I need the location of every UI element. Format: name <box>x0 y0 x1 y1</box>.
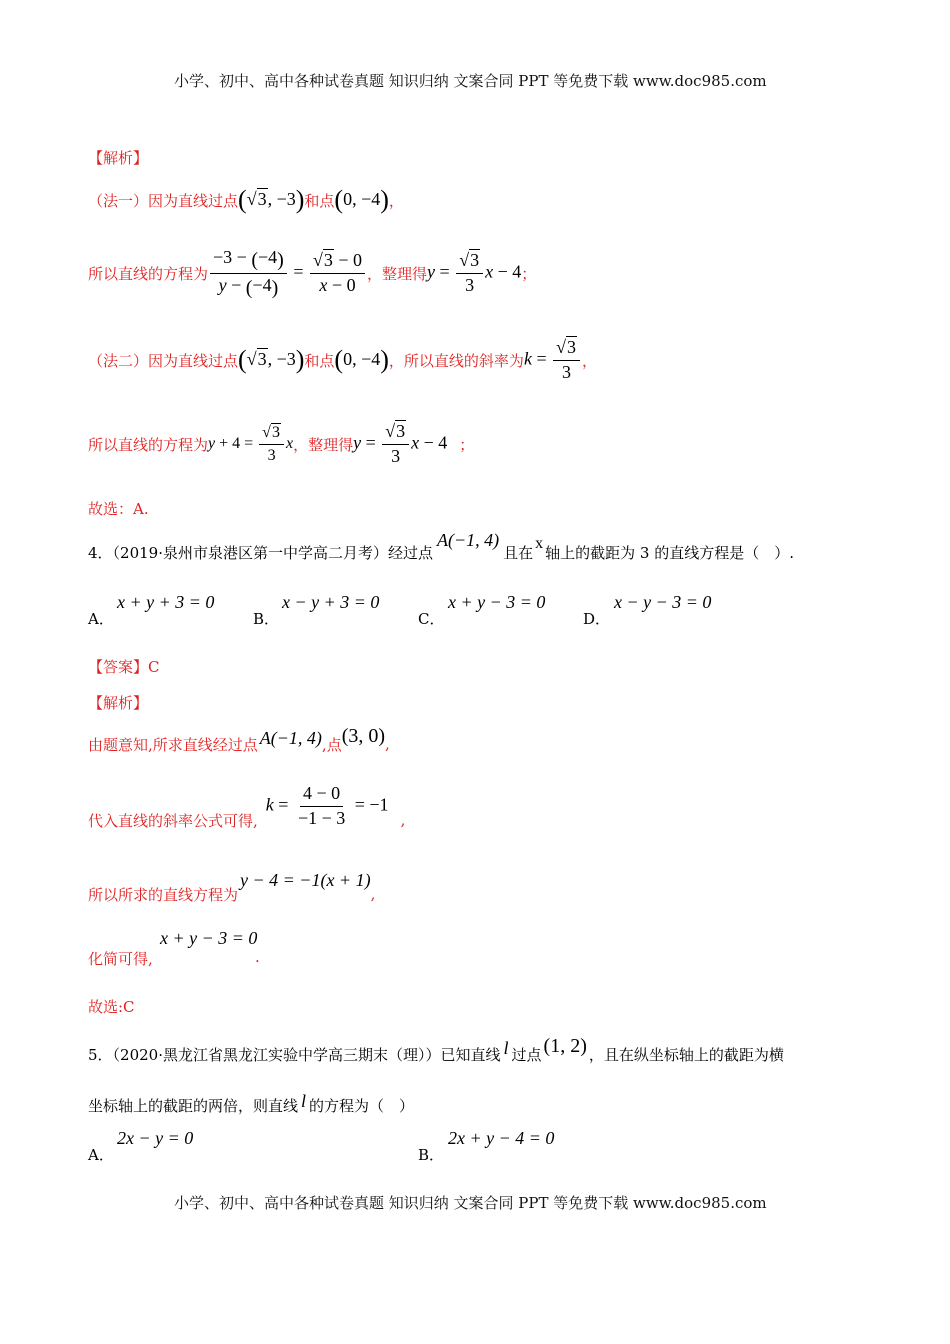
q4-stem-c: 轴上的截距为 3 的直线方程是（ ）. <box>545 543 795 562</box>
and-point-text-2: 和点 <box>304 351 335 370</box>
so-equation-text-2: 所以直线的方程为 <box>88 435 209 454</box>
q4-s3-end: , <box>370 885 376 903</box>
q4-stem-a: 4．（2019·泉州市泉港区第一中学高二月考）经过点 <box>88 543 433 562</box>
q5-stem-b: 过点 <box>511 1045 542 1064</box>
q4-choose: 故选:C <box>88 998 135 1016</box>
result-equation-2: y = $\frac{√3}{3}$ x − 4 <box>353 420 448 466</box>
q4-s4-expr: x + y − 3 = 0 <box>160 928 258 948</box>
q4-answer-value: C <box>148 658 160 676</box>
q4-option-b-expr: x − y + 3 = 0 <box>282 592 380 612</box>
q5-option-a-expr: 2x − y = 0 <box>117 1128 194 1148</box>
q4-x-letter: x <box>535 535 544 552</box>
q3-method2-intro <box>88 330 597 390</box>
q4-stem <box>88 529 795 572</box>
comma-text-2: ， <box>581 351 597 370</box>
q4-s3-expr: y − 4 = −1(x + 1) <box>240 869 371 890</box>
q4-solution-line1 <box>88 724 390 764</box>
result-equation-1: y = $\frac{√3}{3}$ x − 4 <box>427 249 522 295</box>
q5-stem-e: 的方程为（ ） <box>309 1096 415 1115</box>
q4-s1-point-a: A(−1, 4) <box>259 727 322 748</box>
q4-option-a-letter: A． <box>88 610 114 628</box>
q5-line-l: l <box>503 1037 509 1058</box>
q4-option-a-expr: x + y + 3 = 0 <box>117 592 215 612</box>
point-0-neg4: (0, −4) <box>334 185 389 214</box>
q5-stem-a: 5．（2020·黑龙江省黑龙江实验中学高三期末（理））已知直线 <box>88 1045 501 1064</box>
page-header: 小学、初中、高中各种试卷真题 知识归纳 文案合同 PPT 等免费下载 www.doc985.com <box>174 72 767 90</box>
method1-intro-text: （法一）因为直线过点 <box>88 191 239 210</box>
q4-s3-text: 所以所求的直线方程为 <box>88 885 239 904</box>
slope-value: k = $\frac{√3}{3}$ <box>524 338 582 383</box>
q4-stem-b: 且在 <box>503 543 534 562</box>
simplify-text: ，整理得 <box>367 264 428 283</box>
q4-s1-text: 由题意知,所求直线经过点 <box>88 735 258 754</box>
q4-answer <box>88 656 160 677</box>
q5-option-a-letter: A． <box>88 1146 114 1164</box>
semicolon-text: ； <box>521 264 537 283</box>
q4-s1-end: , <box>385 735 390 753</box>
q3-method1-intro <box>88 180 404 220</box>
point-slope-formula: y + 4 = $\frac{√3}{3}$ x <box>208 423 294 464</box>
q4-s4-text: 化简可得, <box>88 950 153 968</box>
q5-stem-line2 <box>88 1090 414 1120</box>
comma-text: ， <box>388 191 404 210</box>
q4-option-b-letter: B． <box>253 610 280 628</box>
q5-stem-line1 <box>88 1036 784 1072</box>
page-footer: 小学、初中、高中各种试卷真题 知识归纳 文案合同 PPT 等免费下载 www.doc985.com <box>174 1194 767 1212</box>
q4-option-c-expr: x + y − 3 = 0 <box>448 592 546 612</box>
so-equation-text: 所以直线的方程为 <box>88 264 209 283</box>
q4-s2-text: 代入直线的斜率公式可得, <box>88 811 258 830</box>
q4-s1-mid: ,点 <box>321 735 342 754</box>
q4-option-c-letter: C． <box>418 610 445 628</box>
and-point-text: 和点 <box>304 191 335 210</box>
q5-line-l-2: l <box>301 1090 307 1111</box>
slope-text: ，所以直线的斜率为 <box>388 351 524 370</box>
q3-solution-label: 【解析】 <box>88 149 149 167</box>
q4-option-d-letter: D． <box>583 610 611 628</box>
q4-s1-point-b: (3, 0) <box>341 724 386 747</box>
point-sqrt3-neg3: (√3, −3) <box>238 185 305 214</box>
q3-method1-equation <box>88 243 536 303</box>
q5-point: (1, 2) <box>543 1034 587 1057</box>
simplify-text-2: ，整理得 <box>293 435 354 454</box>
q4-solution-label: 【解析】 <box>88 694 149 712</box>
q3-choose: 故选：A. <box>88 500 149 518</box>
q5-stem-d: 坐标轴上的截距的两倍，则直线 <box>88 1096 299 1115</box>
q4-solution-line2 <box>88 782 405 842</box>
q4-s2-end: , <box>400 811 406 829</box>
q4-slope-formula: k = $\frac{4 - 0}{-1 - 3}$ = −1 <box>265 782 389 828</box>
q4-answer-label: 【答案】 <box>88 658 149 676</box>
point-sqrt3-neg3-2: (√3, −3) <box>238 345 305 374</box>
q4-s4-end: . <box>255 948 260 966</box>
point-0-neg4-2: (0, −4) <box>334 345 389 374</box>
q5-option-b-expr: 2x + y − 4 = 0 <box>448 1128 555 1148</box>
q3-method2-equation <box>88 414 474 474</box>
q4-solution-line3 <box>88 868 375 908</box>
two-point-formula: $\frac{-3 - (-4)}{y - (-4)}$ = $\frac{√3 - 0}{x - 0}$ <box>208 248 367 299</box>
semicolon-text-2: ； <box>459 435 475 454</box>
q5-option-b-letter: B． <box>418 1146 445 1164</box>
q4-point-a: A(−1, 4) <box>437 529 500 550</box>
q4-option-d-expr: x − y − 3 = 0 <box>614 592 712 612</box>
q5-stem-c: ，且在纵坐标轴上的截距为横 <box>588 1045 784 1064</box>
method2-intro-text: （法二）因为直线过点 <box>88 351 239 370</box>
